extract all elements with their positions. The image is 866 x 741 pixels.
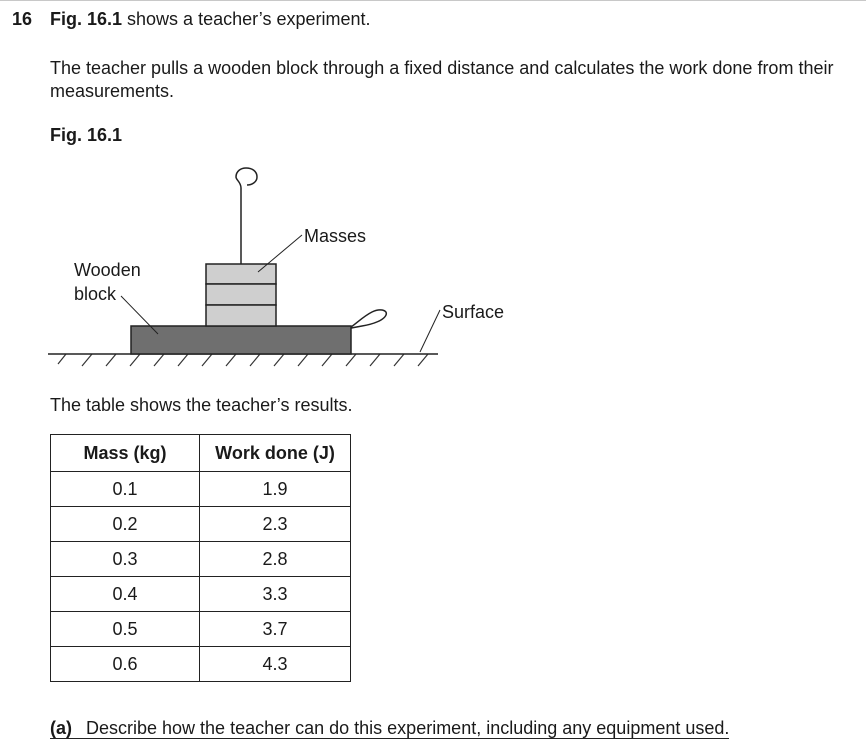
figure-label: Fig. 16.1 bbox=[50, 125, 123, 145]
question-paragraph: The teacher pulls a wooden block through a fixed distance and calculates the work done from their measurements. bbox=[50, 58, 834, 101]
table-row bbox=[51, 472, 351, 507]
mass-cell: 0.4 bbox=[51, 577, 200, 612]
mass-cell: 0.6 bbox=[51, 647, 200, 682]
label-surface: Surface bbox=[442, 302, 505, 322]
mass-cell: 0.2 bbox=[51, 507, 200, 542]
pointer-surface bbox=[420, 310, 440, 352]
header-work-done: Work done (J) bbox=[200, 435, 351, 472]
label-wooden: Wooden bbox=[74, 260, 141, 280]
string-loop bbox=[351, 310, 386, 328]
pointer-masses bbox=[258, 235, 302, 272]
table-row bbox=[51, 577, 351, 612]
mass-cell: 0.3 bbox=[51, 542, 200, 577]
work-done-cell: 2.3 bbox=[200, 507, 351, 542]
hook bbox=[236, 168, 257, 264]
table-header-row bbox=[51, 435, 351, 472]
experiment-diagram bbox=[0, 160, 866, 375]
work-done-cell: 3.3 bbox=[200, 577, 351, 612]
work-done-cell: 4.3 bbox=[200, 647, 351, 682]
label-block: block bbox=[74, 284, 117, 304]
masses-stack bbox=[206, 264, 276, 326]
surface-hatching bbox=[58, 354, 428, 366]
mass-cell: 0.5 bbox=[51, 612, 200, 647]
table-row bbox=[51, 507, 351, 542]
question-intro bbox=[50, 9, 371, 30]
question-number: 16 bbox=[12, 9, 33, 29]
mass-cell: 0.1 bbox=[51, 472, 200, 507]
wooden-block bbox=[131, 326, 351, 354]
part-a-label: (a) bbox=[50, 718, 72, 738]
part-a-text: Describe how the teacher can do this experiment, including any equipment used. bbox=[86, 718, 730, 738]
table-intro: The table shows the teacher’s results. bbox=[50, 395, 353, 415]
work-done-cell: 1.9 bbox=[200, 472, 351, 507]
header-mass: Mass (kg) bbox=[51, 435, 200, 472]
work-done-cell: 3.7 bbox=[200, 612, 351, 647]
part-a-question bbox=[50, 718, 729, 739]
part-a-underline bbox=[50, 718, 729, 739]
table-row bbox=[51, 647, 351, 682]
question-intro-text: shows a teacher’s experiment. bbox=[122, 9, 371, 29]
label-masses: Masses bbox=[304, 226, 367, 246]
top-rule bbox=[0, 0, 866, 1]
results-table bbox=[50, 434, 351, 682]
fig-reference: Fig. 16.1 bbox=[50, 9, 123, 29]
table-row bbox=[51, 542, 351, 577]
table-row bbox=[51, 612, 351, 647]
work-done-cell: 2.8 bbox=[200, 542, 351, 577]
